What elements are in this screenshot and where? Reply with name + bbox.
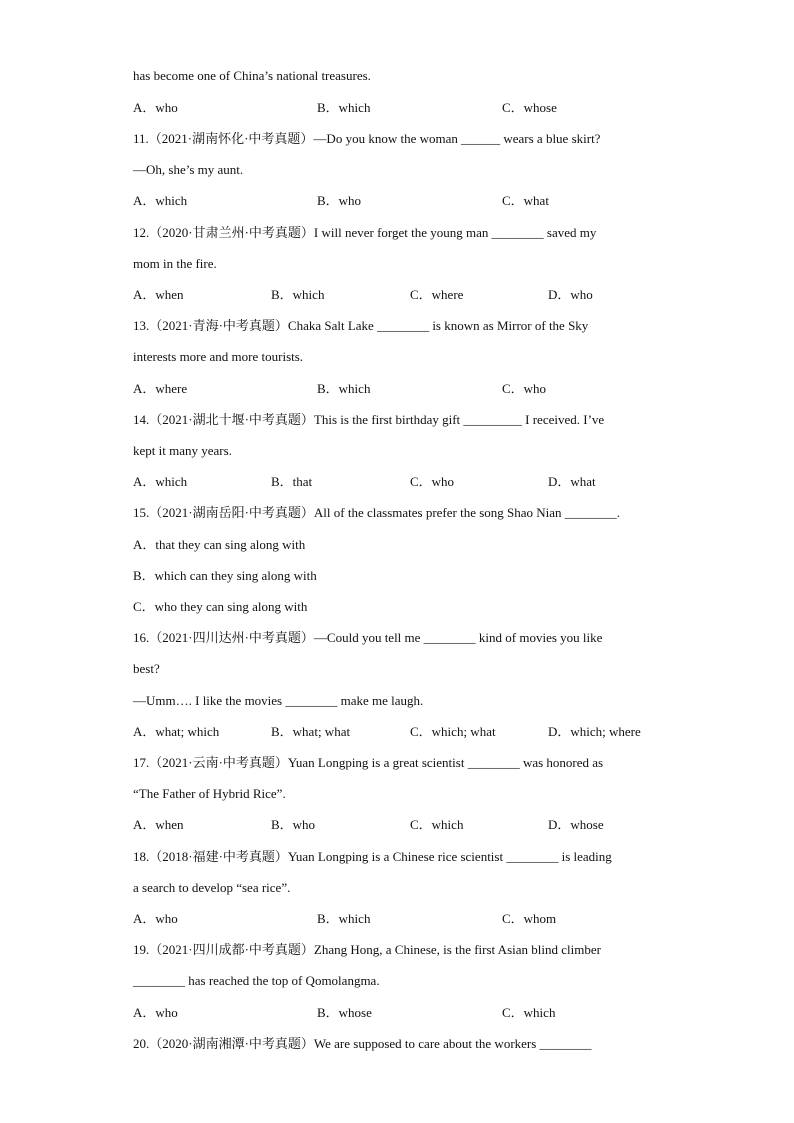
option-c: C．which [410, 817, 464, 832]
option-c: C．where [410, 287, 464, 302]
option-b: B．who [317, 193, 362, 208]
question-18-text-cont: a search to develop “sea rice”. [133, 880, 291, 895]
question-16-text: 16.（2021·四川达州·中考真题）—Could you tell me ________ kind of movies you like [133, 630, 603, 645]
question-17-text-cont: “The Father of Hybrid Rice”. [133, 786, 286, 801]
option-a: A．when [133, 287, 184, 302]
question-16-text-cont: best? [133, 661, 160, 676]
question-20-text: 20.（2020·湖南湘潭·中考真题）We are supposed to care about the workers ________ [133, 1036, 592, 1051]
option-c: C．whose [502, 100, 557, 115]
option-d: D．what [548, 474, 596, 489]
question-11-text-cont: —Oh, she’s my aunt. [133, 162, 244, 177]
option-c: C．which [502, 1005, 556, 1020]
question-15-text: 15.（2021·湖南岳阳·中考真题）All of the classmates prefer the song Shao Nian ________. [133, 505, 621, 520]
question-19-text: 19.（2021·四川成都·中考真题）Zhang Hong, a Chinese, is the first Asian blind climber [133, 942, 601, 957]
question-14-text: 14.（2021·湖北十堰·中考真题）This is the first birthday gift _________ I received. I’ve [133, 412, 605, 427]
question-10-text-end: has become one of China’s national treasures. [133, 68, 371, 83]
question-13-text: 13.（2021·青海·中考真题）Chaka Salt Lake ________ is known as Mirror of the Sky [133, 318, 589, 333]
option-c: C．who [502, 381, 547, 396]
option-a: A．who [133, 911, 178, 926]
question-15-option-a: A．that they can sing along with [133, 537, 306, 552]
option-c: C．which; what [410, 724, 496, 739]
option-a: A．who [133, 100, 178, 115]
option-b: B．which [271, 287, 325, 302]
question-17-text: 17.（2021·云南·中考真题）Yuan Longping is a great scientist ________ was honored as [133, 755, 604, 770]
option-a: A．which [133, 193, 188, 208]
option-a: A．what; which [133, 724, 220, 739]
option-b: B．which [317, 381, 371, 396]
option-b: B．which [317, 911, 371, 926]
option-c: C．what [502, 193, 549, 208]
option-c: C．whom [502, 911, 557, 926]
question-11-text: 11.（2021·湖南怀化·中考真题）—Do you know the woman ______ wears a blue skirt? [133, 131, 601, 146]
question-18-text: 18.（2018·福建·中考真题）Yuan Longping is a Chinese rice scientist ________ is leading [133, 849, 612, 864]
option-a: A．when [133, 817, 184, 832]
option-d: D．whose [548, 817, 604, 832]
question-15-option-c: C．who they can sing along with [133, 599, 308, 614]
question-15-option-b: B．which can they sing along with [133, 568, 317, 583]
option-d: D．who [548, 287, 593, 302]
option-b: B．which [317, 100, 371, 115]
option-a: A．who [133, 1005, 178, 1020]
question-12-text: 12.（2020·甘肃兰州·中考真题）I will never forget the young man ________ saved my [133, 225, 597, 240]
option-c: C．who [410, 474, 455, 489]
option-d: D．which; where [548, 724, 641, 739]
question-19-text-cont: ________ has reached the top of Qomolangma. [133, 973, 380, 988]
question-13-text-cont: interests more and more tourists. [133, 349, 304, 364]
option-a: A．which [133, 474, 188, 489]
option-a: A．where [133, 381, 188, 396]
question-16-text-reply: —Umm…. I like the movies ________ make me laugh. [133, 693, 424, 708]
option-b: B．whose [317, 1005, 372, 1020]
option-b: B．who [271, 817, 316, 832]
option-b: B．that [271, 474, 313, 489]
option-b: B．what; what [271, 724, 351, 739]
question-12-text-cont: mom in the fire. [133, 256, 217, 271]
question-14-text-cont: kept it many years. [133, 443, 232, 458]
